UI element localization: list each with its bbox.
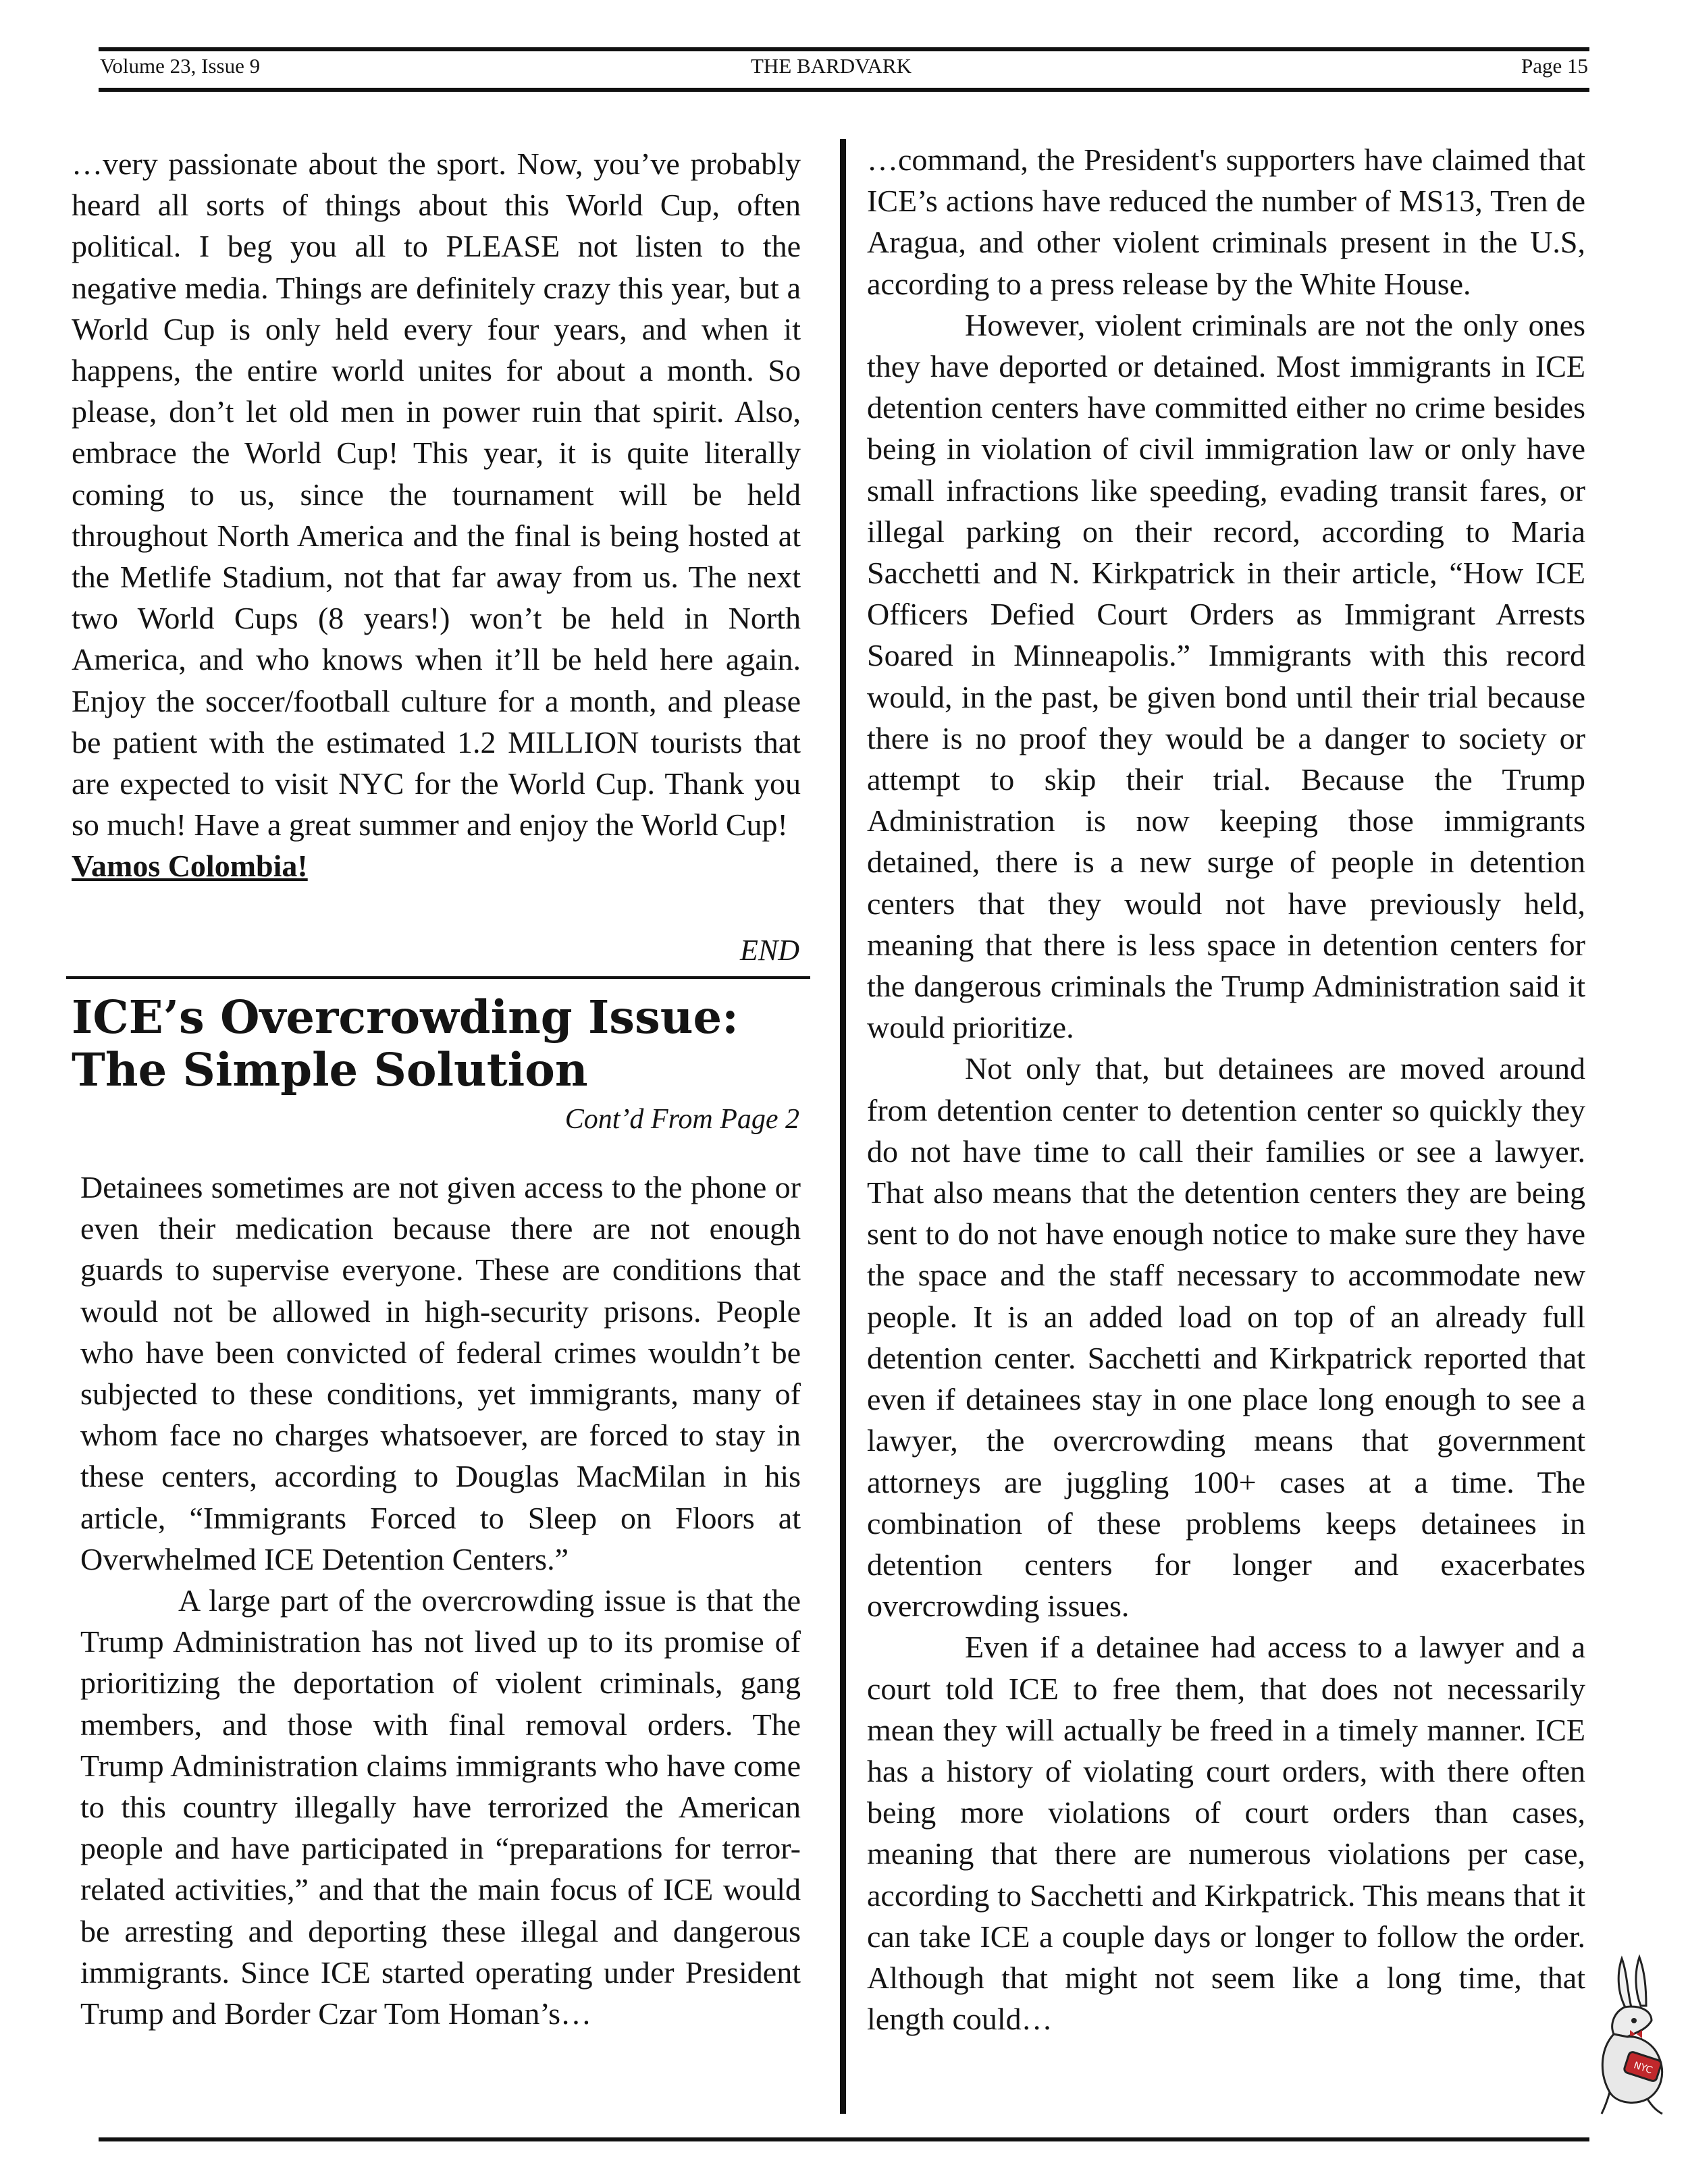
header-top-rule bbox=[99, 47, 1589, 51]
article-paragraph: Even if a detainee had access to a lawyer and a court told ICE to free them, that does not necessarily mean they will actually be freed in a timely manner. ICE has a history of violating court orders, with there often being more violations of court orders than cases, meaning that there are numerous violations per case, according to Sacchetti and Kirkpatrick. This means that it can take ICE a couple days or longer to follow the order. Although that might not seem like a long time, that length could… bbox=[867, 1630, 1585, 2037]
article-headline: ICE’s Overcrowding Issue: The Simple Solution bbox=[72, 990, 739, 1096]
volume-issue: Volume 23, Issue 9 bbox=[100, 54, 261, 78]
section-divider bbox=[66, 976, 810, 979]
article-paragraph: A large part of the overcrowding issue is that the Trump Administration has not lived up to its promise of prioritizing the deportation of violent criminals, gang members, and those with final removal orders. The Trump Administration claims immigrants who have come to this country illegally have terrorized the American people and have participated in “preparations for terror-related activities,” and that the main focus of ICE would be arresting and deporting these illegal and dangerous immigrants. Since ICE started operating under President Trump and Border Czar Tom Homan’s… bbox=[80, 1583, 801, 2031]
page-number: Page 15 bbox=[1521, 54, 1588, 78]
closing-line: Vamos Colombia! bbox=[72, 849, 308, 884]
publication-name: THE BARDVARK bbox=[751, 54, 912, 78]
previous-article-body: …very passionate about the sport. Now, you’ve probably heard all sorts of things about this World Cup, often political. I beg you all to PLEASE not listen to the negative media. Things are definitely crazy this year, but a World Cup is only held every four years, and when it happens, the entire world unites for about a month. So please, don’t let old men in power ruin that spirit. Also, embrace the World Cup! This year, it is quite literally coming to us, since the tournament will be held throughout North America and the final is being hosted at the Metlife Stadium, not that far away from us. The next two World Cups (8 years!) won’t be held in North America, and who knows when it’ll be held here again. Enjoy the soccer/football culture for a month, and please be patient with the estimated 1.2 MILLION tourists that are expected to visit NYC for the World Cup. Thank you so much! Have a great summer and enjoy the World Cup! bbox=[72, 147, 801, 843]
mascot-badge-text: NYC bbox=[1632, 2060, 1654, 2077]
footer-rule bbox=[99, 2137, 1589, 2141]
column-divider bbox=[840, 139, 846, 2114]
article-right-column bbox=[867, 139, 1585, 2040]
article-left-column bbox=[80, 1167, 801, 2034]
aardvark-mascot-icon bbox=[1587, 1954, 1688, 2116]
end-marker: END bbox=[740, 934, 799, 967]
article-paragraph: However, violent criminals are not the only ones they have deported or detained. Most immigrants in ICE detention centers have committed either no crime besides being in violation of civil immigration law or only have small infractions like speeding, evading transit fares, or illegal parking on their record, according to Maria Sacchetti and N. Kirkpatrick in their article, “How ICE Officers Defied Court Orders as Immigrant Arrests Soared in Minneapolis.” Immigrants with this record would, in the past, be given bond until their trial because there is no proof they would be a danger to society or attempt to skip their trial. Because the Trump Administration is now keeping those immigrants detained, there is a new surge of people in detention centers that they would not have previously held, meaning that there is less space in detention centers for the dangerous criminals the Trump Administration said it would prioritize. bbox=[867, 307, 1585, 1045]
article-paragraph: Not only that, but detainees are moved around from detention center to detention center so quickly they do not have time to call their families or see a lawyer. That also means that the detention centers they are being sent to do not have enough notice to make sure they have the space and the staff necessary to accommodate new people. It is an added load on top of an already full detention center. Sacchetti and Kirkpatrick reported that even if detainees stay in one place long enough to see a lawyer, the overcrowding means that government attorneys are juggling 100+ cases at a time. The combination of these problems keeps detainees in detention centers for longer and exacerbates overcrowding issues. bbox=[867, 1051, 1585, 1624]
article-paragraph: Detainees sometimes are not given access to the phone or even their medication because there are not enough guards to supervise everyone. These are conditions that would not be allowed in high-security prisons. People who have been convicted of federal crimes wouldn’t be subjected to these conditions, yet immigrants, many of whom face no charges whatsoever, are forced to stay in these centers, according to Douglas MacMilan in his article, “Immigrants Forced to Sleep on Floors at Overwhelmed ICE Detention Centers.” bbox=[80, 1170, 801, 1576]
header-bottom-rule bbox=[99, 88, 1589, 92]
continued-from: Cont’d From Page 2 bbox=[564, 1104, 799, 1135]
article-paragraph: …command, the President's supporters have claimed that ICE’s actions have reduced the number of MS13, Tren de Aragua, and other violent criminals present in the U.S, according to a press release by the White House. bbox=[867, 142, 1585, 301]
previous-article-text bbox=[72, 143, 801, 887]
